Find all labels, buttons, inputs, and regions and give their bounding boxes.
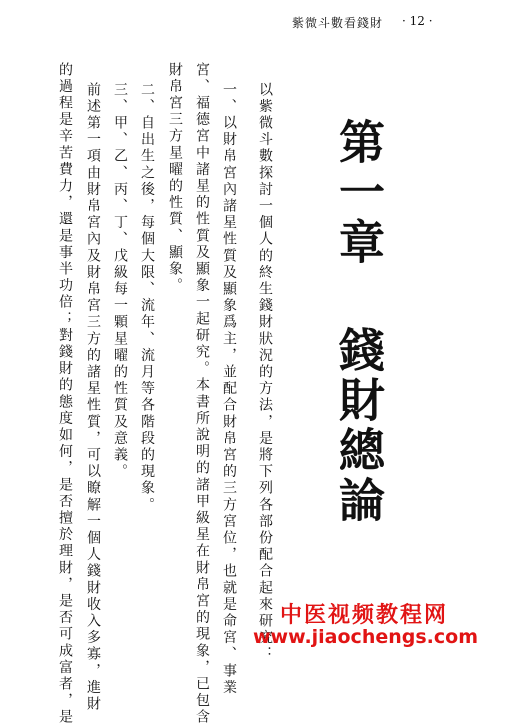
text-column-2: 一、以財帛宮內諸星性質及顯象爲主，並配合財帛宮的三方宮位，也就是命宮、事業 (221, 82, 237, 697)
text-column-1: 以紫微斗數探討一個人的終生錢財狀況的方法，是將下列各部份配合起來研究： (257, 82, 273, 663)
text-column-7: 前述第一項由財帛宮內及財帛宮三方的諸星性質，可以瞭解一個人錢財收入多寡，進財 (85, 82, 101, 713)
chapter-title: 第一章 錢財總論 (332, 118, 386, 526)
text-column-5: 二、自出生之後，每個大限、流年、流月等各階段的現象。 (139, 82, 155, 514)
text-column-8: 的過程是辛苦費力，還是事半功倍；對錢財的態度如何，是否擅於理財，是否可成富者，是 (57, 62, 73, 726)
text-column-6: 三、甲、乙、丙、丁、戊級每一顆星曜的性質及意義。 (112, 82, 128, 481)
text-column-3: 宮、福德宮中諸星的性質及顯象一起研究。本書所說明的諸甲級星在財帛宮的現象，已包含 (194, 62, 210, 726)
running-header-title: 紫微斗數看錢財 (292, 16, 384, 30)
text-column-4: 財帛宮三方星曜的性質、顯象。 (167, 62, 183, 295)
watermark-site-name: 中医视频教程网 (280, 603, 449, 628)
page-number: · 12 · (402, 14, 433, 28)
watermark-site-url: www.jiaochengs.com (253, 626, 479, 648)
